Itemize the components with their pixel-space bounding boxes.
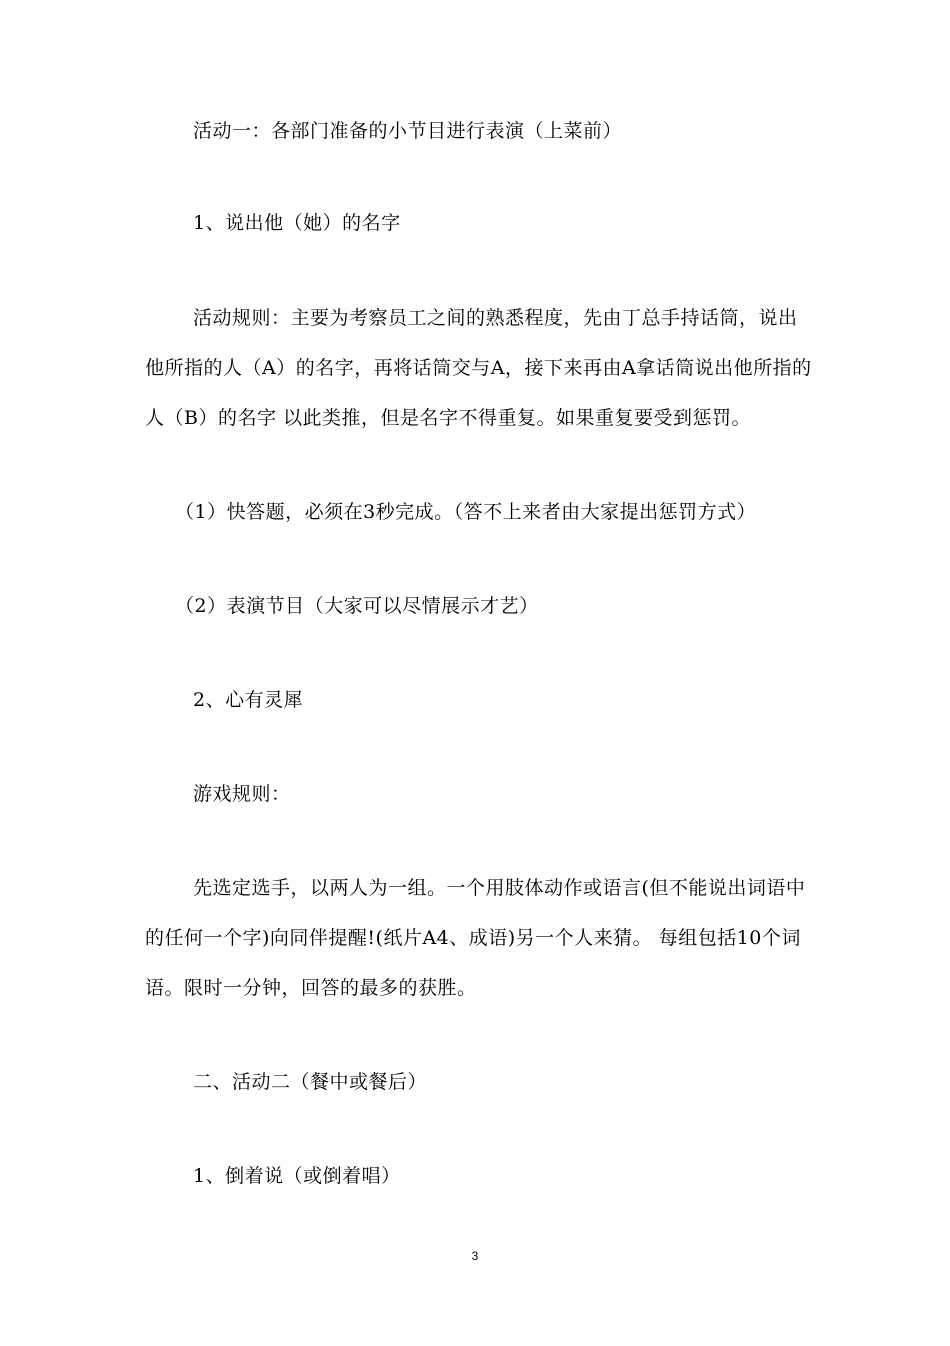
item-2-heading: 2、心有灵犀 <box>193 689 304 711</box>
game-rules-line-2: 的任何一个字)向同伴提醒!(纸片A4、成语)另一个人来猜。 每组包括10个词 <box>145 927 801 949</box>
sub-item-1: （1）快答题，必须在3秒完成。（答不上来者由大家提出惩罚方式） <box>175 501 757 523</box>
activity-two-item-1: 1、倒着说（或倒着唱） <box>193 1165 401 1187</box>
page-number: 3 <box>471 1249 479 1263</box>
sub-item-2: （2）表演节目（大家可以尽情展示才艺） <box>175 595 539 617</box>
rules-paragraph-line-1: 活动规则：主要为考察员工之间的熟悉程度，先由丁总手持话筒，说出 <box>193 307 798 329</box>
rules-paragraph-line-3: 人（B）的名字 以此类推，但是名字不得重复。如果重复要受到惩罚。 <box>145 407 752 429</box>
item-1-heading: 1、说出他（她）的名字 <box>193 212 401 234</box>
rules-paragraph-line-2: 他所指的人（A）的名字，再将话筒交与A，接下来再由A拿话筒说出他所指的 <box>145 357 812 379</box>
game-rules-line-3: 语。限时一分钟，回答的最多的获胜。 <box>145 977 477 999</box>
game-rules-label: 游戏规则： <box>193 783 291 805</box>
game-rules-line-1: 先选定选手，以两人为一组。一个用肢体动作或语言(但不能说出词语中 <box>193 877 806 899</box>
activity-one-heading: 活动一：各部门准备的小节目进行表演（上菜前） <box>193 120 623 142</box>
activity-two-heading: 二、活动二（餐中或餐后） <box>193 1071 428 1093</box>
